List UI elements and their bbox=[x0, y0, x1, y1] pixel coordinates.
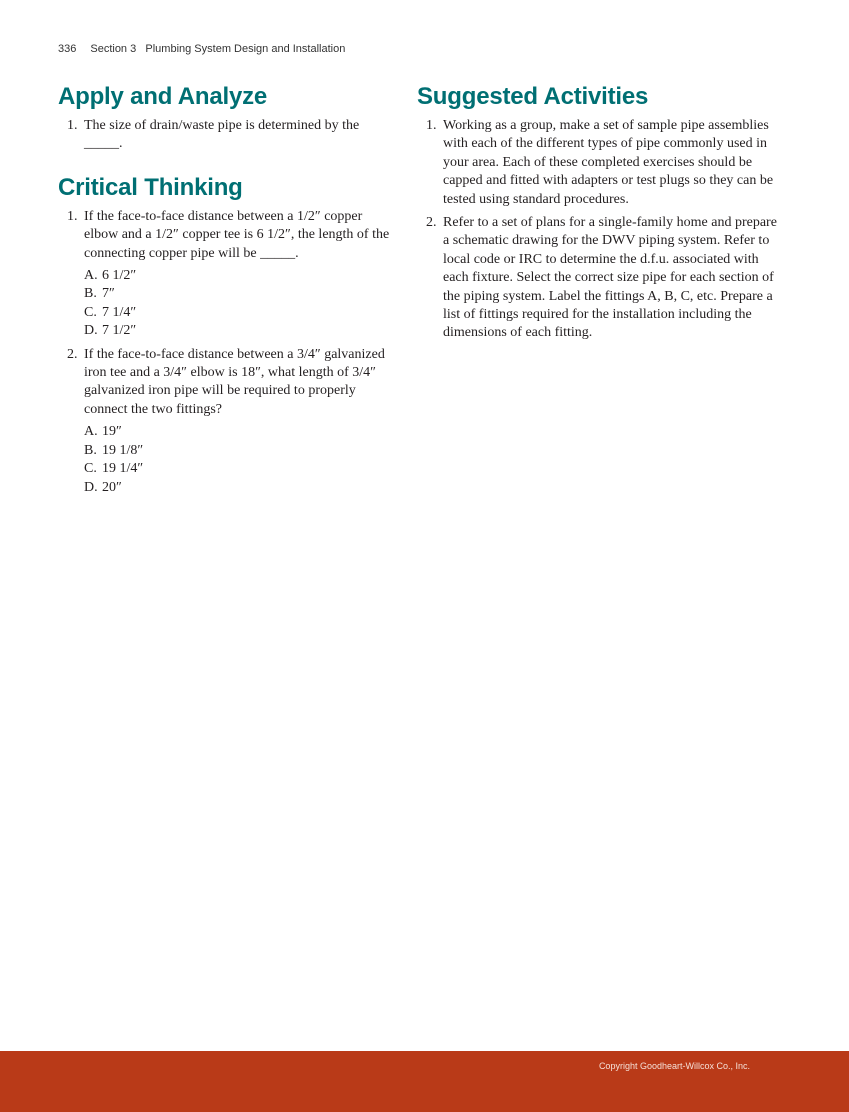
answer-option bbox=[84, 460, 398, 478]
option-text: 7″ bbox=[102, 286, 115, 302]
answer-option bbox=[84, 423, 398, 441]
apply-analyze-list bbox=[58, 117, 398, 154]
running-head bbox=[58, 43, 345, 55]
copyright-notice: Copyright Goodheart-Willcox Co., Inc. bbox=[598, 1061, 750, 1071]
section-title: Section 3 Plumbing System Design and Installation bbox=[90, 43, 346, 55]
option-text: 7 1/2″ bbox=[102, 323, 137, 339]
option-letter: C. bbox=[84, 461, 97, 477]
option-letter: D. bbox=[84, 479, 98, 495]
critical-thinking-list bbox=[58, 208, 398, 497]
option-text: 6 1/2″ bbox=[102, 268, 137, 284]
option-letter: A. bbox=[84, 424, 98, 440]
question-text: The size of drain/waste pipe is determined by the _____. bbox=[84, 118, 360, 152]
suggested-activities-list bbox=[417, 117, 777, 343]
suggested-activities-heading: Suggested Activities bbox=[417, 83, 649, 110]
apply-analyze-heading: Apply and Analyze bbox=[58, 83, 268, 110]
option-text: 19 1/8″ bbox=[102, 442, 144, 458]
option-text: 19″ bbox=[102, 424, 122, 440]
answer-option bbox=[84, 285, 398, 303]
footer-bar bbox=[0, 1051, 849, 1112]
critical-thinking-heading: Critical Thinking bbox=[58, 173, 243, 201]
answer-options bbox=[84, 267, 398, 341]
option-letter: D. bbox=[84, 323, 98, 339]
option-text: 20″ bbox=[102, 479, 122, 495]
question-text: If the face-to-face distance between a 3/4″ galvanized iron tee and a 3/4″ elbow is 18″, what length of 3/4″ galvanized iron pipe will be required to properly connect the two fittings? bbox=[84, 346, 385, 417]
question-number: 1. bbox=[67, 208, 78, 224]
left-column bbox=[58, 82, 398, 502]
option-text: 7 1/4″ bbox=[102, 304, 137, 320]
question-number: 1. bbox=[67, 118, 78, 133]
activity-item bbox=[417, 214, 777, 343]
activity-number: 1. bbox=[426, 118, 437, 133]
question bbox=[58, 208, 398, 341]
option-text: 19 1/4″ bbox=[102, 461, 144, 477]
answer-options bbox=[84, 423, 398, 497]
page-number: 336 bbox=[58, 43, 77, 55]
right-column bbox=[417, 82, 777, 348]
answer-option bbox=[84, 442, 398, 460]
activity-number: 2. bbox=[426, 215, 437, 231]
question-text: If the face-to-face distance between a 1/2″ copper elbow and a 1/2″ copper tee is 6 1/2″, the length of the connecting copper pipe will be _____. bbox=[84, 208, 390, 261]
answer-option bbox=[84, 304, 398, 322]
activity-text: Refer to a set of plans for a single-family home and prepare a schematic drawing for the DWV piping system. Refer to local code or IRC to determine the d.f.u. associated with each fixture. Select the correct size pipe for each section of the piping system. Label the fittings A, B, C, etc. Prepare a list of fittings required for the installation including the dimensions of each fitting. bbox=[443, 215, 777, 341]
answer-option bbox=[84, 267, 398, 285]
activity-text: Working as a group, make a set of sample pipe assemblies with each of the different types of pipe commonly used in your area. Each of these completed exercises should be capped and fitted with adapters or test plugs so they can be tested using standard procedures. bbox=[443, 118, 774, 207]
question-number: 2. bbox=[67, 346, 78, 362]
question bbox=[58, 346, 398, 497]
option-letter: C. bbox=[84, 304, 97, 320]
option-letter: B. bbox=[84, 286, 97, 302]
answer-option bbox=[84, 322, 398, 340]
answer-option bbox=[84, 479, 398, 497]
activity-item bbox=[417, 117, 777, 209]
option-letter: B. bbox=[84, 442, 97, 458]
question bbox=[58, 117, 398, 154]
option-letter: A. bbox=[84, 268, 98, 284]
